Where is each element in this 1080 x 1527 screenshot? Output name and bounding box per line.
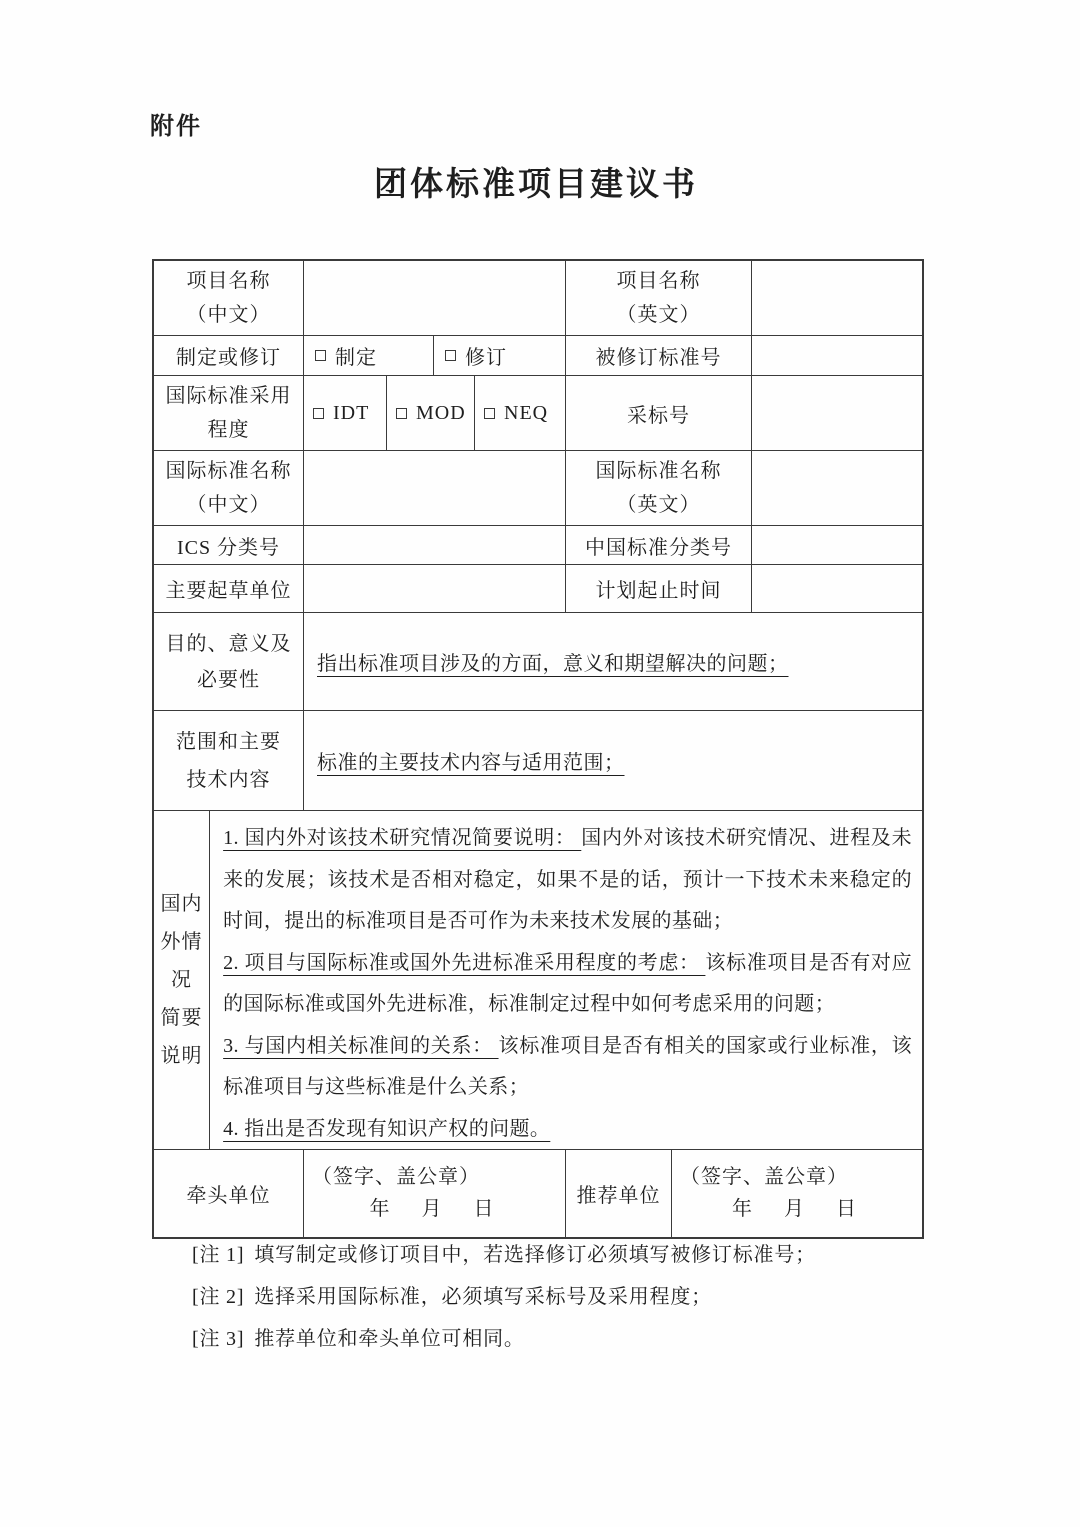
checkbox-icon[interactable]: [313, 408, 324, 419]
label-line: 被修订标准号: [595, 347, 722, 369]
label-line: 推荐单位: [576, 1185, 661, 1207]
idt-option[interactable]: [304, 376, 387, 450]
revised-standard-no-label: [566, 336, 752, 375]
footnote-tag: [注 3]: [192, 1328, 245, 1350]
ics-class-input-cell[interactable]: [304, 526, 566, 564]
label-line: 国内外情况: [160, 893, 203, 991]
footnote-3: [192, 1326, 912, 1352]
schedule-input-cell[interactable]: [752, 565, 922, 612]
checkbox-label: 修订: [465, 347, 507, 369]
scope-label: [154, 711, 304, 810]
page-title: 团体标准项目建议书: [374, 167, 698, 203]
develop-option[interactable]: [304, 336, 434, 375]
rec-org-signature-cell[interactable]: [672, 1150, 922, 1237]
adoption-code-label: [566, 376, 752, 450]
date-line: 年 月 日: [369, 1197, 500, 1220]
checkbox-label: 制定: [335, 347, 377, 369]
checkbox-icon[interactable]: [445, 350, 456, 361]
label-line: 计划起止时间: [595, 580, 722, 602]
lead-org-label: [154, 1150, 304, 1237]
label-line: （中文）: [186, 494, 271, 516]
summary-item-lead: 3. 与国内相关标准间的关系：: [223, 1034, 499, 1057]
purpose-label: [154, 613, 304, 710]
label-line: 国际标准采用: [165, 385, 292, 407]
row-scope: [154, 711, 922, 811]
footnote-tag: [注 1]: [192, 1244, 245, 1266]
scope-content-cell[interactable]: [304, 711, 922, 810]
adoption-degree-label: [154, 376, 304, 450]
label-line: 主要起草单位: [165, 580, 292, 602]
checkbox-label: MOD: [416, 401, 466, 424]
signature-hint: （签字、盖公章）: [312, 1165, 480, 1188]
scope-hint-text: 标准的主要技术内容与适用范围；: [317, 752, 625, 774]
revise-option[interactable]: [434, 336, 566, 375]
row-intl-summary: [154, 811, 922, 1150]
summary-item-lead: 4. 指出是否发现有知识产权的问题。: [223, 1117, 551, 1140]
drafting-org-input-cell[interactable]: [304, 565, 566, 612]
checkbox-label: IDT: [333, 401, 370, 424]
label-line: 必要性: [197, 668, 260, 691]
row-signatures: [154, 1150, 922, 1237]
summary-item-rest: 国内外对该技术研究情况、进程及未来的发展；该技术是否相对稳定，如果不是的话，预计一下技术未来稳定的时间，提出的标准项目是否可作为未来技术发展的基础；: [223, 827, 913, 932]
intl-standard-name-en-input-cell[interactable]: [752, 451, 922, 525]
checkbox-icon[interactable]: [484, 408, 495, 419]
label-line: 范围和主要: [176, 730, 281, 753]
drafting-org-label: [154, 565, 304, 612]
label-line: 制定或修订: [176, 347, 281, 369]
project-name-cn-input-cell[interactable]: [304, 261, 566, 335]
intl-standard-name-en-label: [566, 451, 752, 525]
row-intl-standard-name: [154, 451, 922, 526]
neq-option[interactable]: [475, 376, 566, 450]
label-line: 中国标准分类号: [585, 536, 732, 559]
revised-standard-no-input-cell[interactable]: [752, 336, 922, 375]
purpose-hint-text: 指出标准项目涉及的方面，意义和期望解决的问题；: [317, 653, 789, 675]
summary-item-2: [223, 943, 912, 1026]
label-line: 项目名称: [186, 270, 271, 292]
row-purpose: [154, 613, 922, 711]
attachment-label: 附件: [150, 114, 202, 140]
develop-or-revise-label: [154, 336, 304, 375]
ics-class-label: [154, 526, 304, 564]
checkbox-label: NEQ: [504, 401, 549, 424]
row-develop-or-revise: [154, 336, 922, 376]
project-name-en-input-cell[interactable]: [752, 261, 922, 335]
row-project-name: [154, 261, 922, 336]
cn-standard-class-label: [566, 526, 752, 564]
footnote-text: 填写制定或修订项目中，若选择修订必须填写被修订标准号；: [254, 1244, 816, 1266]
intl-summary-label: [154, 811, 210, 1149]
summary-item-lead: 2. 项目与国际标准或国外先进标准采用程度的考虑：: [223, 951, 706, 974]
label-line: 程度: [207, 419, 250, 441]
footnote-1: [192, 1242, 912, 1268]
label-line: ICS 分类号: [176, 536, 281, 559]
row-adoption-degree: [154, 376, 922, 451]
footnote-2: [192, 1284, 912, 1310]
footnotes: [192, 1242, 912, 1368]
summary-item-1: [223, 818, 912, 943]
summary-item-rest: 该标准项目是否有对应的国际标准或国外先进标准，标准制定过程中如何考虑采用的问题；: [223, 951, 913, 1015]
intl-standard-name-cn-label: [154, 451, 304, 525]
cn-standard-class-input-cell[interactable]: [752, 526, 922, 564]
intl-summary-content-cell[interactable]: [210, 811, 922, 1149]
label-line: 技术内容: [186, 768, 271, 791]
summary-item-3: [223, 1026, 912, 1109]
signature-hint: （签字、盖公章）: [680, 1165, 848, 1188]
label-line: 采标号: [627, 404, 690, 427]
proposal-form-table: [152, 259, 924, 1239]
label-line: 目的、意义及: [165, 632, 292, 655]
intl-standard-name-cn-input-cell[interactable]: [304, 451, 566, 525]
rec-org-label: [566, 1150, 672, 1237]
summary-item-rest: 该标准项目是否有相关的国家或行业标准，该标准项目与这些标准是什么关系；: [223, 1034, 913, 1098]
label-line: （英文）: [616, 304, 701, 326]
purpose-content-cell[interactable]: [304, 613, 922, 710]
label-line: 牵头单位: [186, 1185, 271, 1207]
project-name-cn-label: [154, 261, 304, 335]
summary-item-4: [223, 1109, 912, 1151]
schedule-label: [566, 565, 752, 612]
checkbox-icon[interactable]: [396, 408, 407, 419]
label-line: 简要说明: [160, 1007, 203, 1067]
label-line: 国际标准名称: [165, 460, 292, 482]
summary-item-lead: 1. 国内外对该技术研究情况简要说明：: [223, 827, 582, 849]
row-ics-class: [154, 526, 922, 565]
lead-org-signature-cell[interactable]: [304, 1150, 566, 1237]
checkbox-icon[interactable]: [315, 350, 326, 361]
label-line: （中文）: [186, 304, 271, 326]
label-line: （英文）: [616, 494, 701, 516]
date-line: 年 月 日: [732, 1197, 862, 1220]
label-line: 项目名称: [616, 270, 701, 292]
label-line: 国际标准名称: [595, 460, 722, 482]
footnote-text: 推荐单位和牵头单位可相同。: [254, 1328, 525, 1350]
footnote-text: 选择采用国际标准，必须填写采标号及采用程度；: [254, 1286, 712, 1308]
footnote-tag: [注 2]: [192, 1286, 245, 1308]
project-name-en-label: [566, 261, 752, 335]
adoption-code-input-cell[interactable]: [752, 376, 922, 450]
mod-option[interactable]: [387, 376, 475, 450]
row-drafting-org: [154, 565, 922, 613]
